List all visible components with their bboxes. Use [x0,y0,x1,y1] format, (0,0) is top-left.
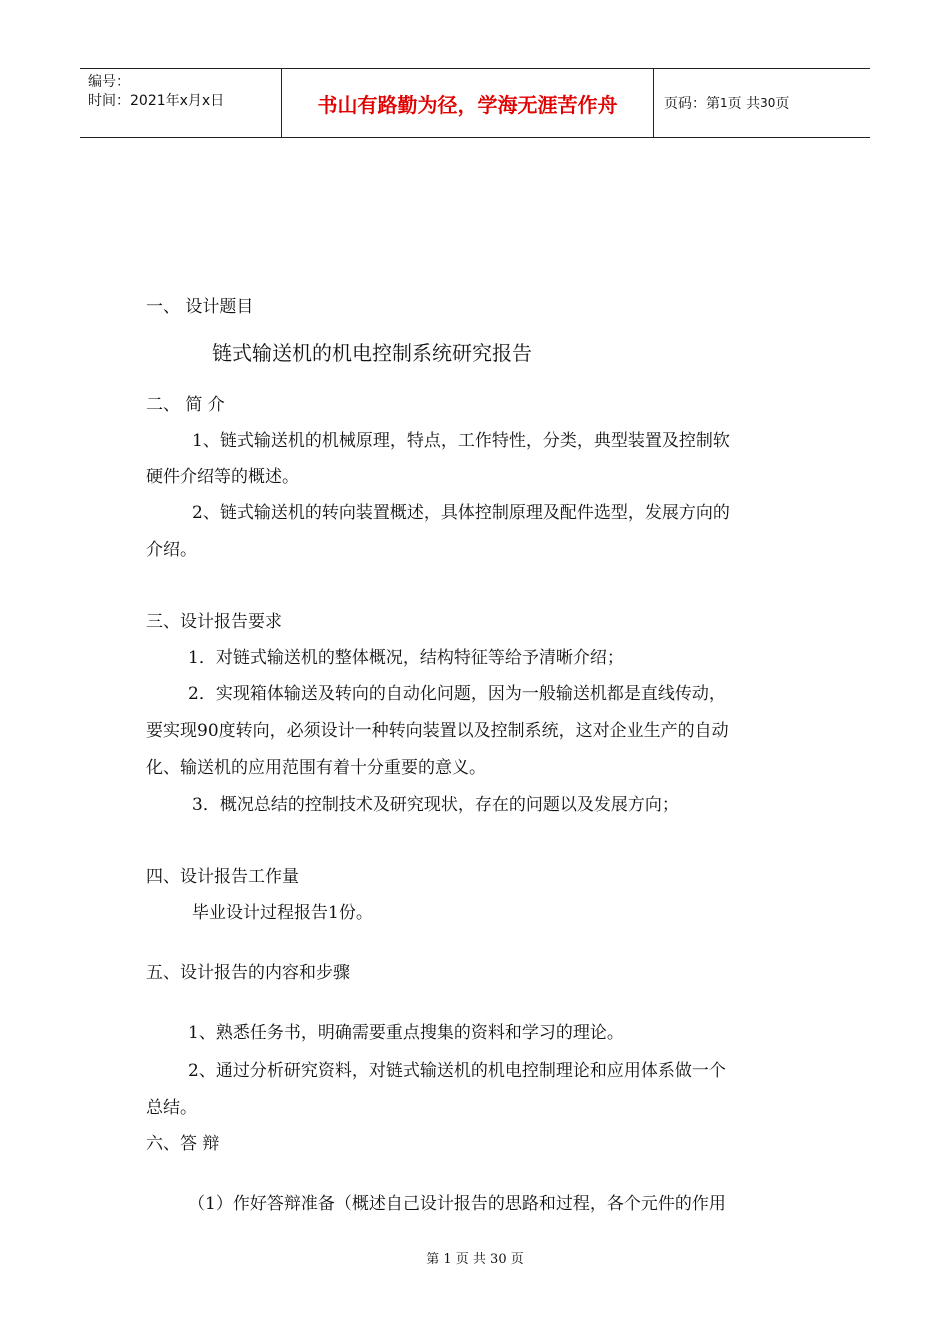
section-3-item1: 1．对链式输送机的整体概况，结构特征等给予清晰介绍； [188,648,624,668]
header-page-info [654,69,870,137]
section-3-item2-line2: 要实现90度转向，必须设计一种转向装置以及控制系统，这对企业生产的自动 [146,721,729,741]
section-3-item2-line3: 化、输送机的应用范围有着十分重要的意义。 [146,758,486,778]
page-footer: 第 1 页 共 30 页 [426,1252,524,1267]
header-table [80,68,870,138]
section-2-p1-line2: 硬件介绍等的概述。 [146,467,299,487]
header-number: 编号： [88,74,130,90]
section-6-item1: （1）作好答辩准备（概述自己设计报告的思路和过程，各个元件的作用 [188,1194,726,1214]
header-motto: 书山有路勤为径，学海无涯苦作舟 [282,69,654,137]
section-4-heading: 四、设计报告工作量 [146,867,299,887]
section-2-p2-line1: 2、链式输送机的转向装置概述，具体控制原理及配件选型，发展方向的 [192,503,730,523]
section-5-heading: 五、设计报告的内容和步骤 [146,963,350,983]
section-6-heading: 六、答 辩 [146,1134,220,1154]
section-4-text: 毕业设计过程报告1份。 [192,903,373,923]
header-meta [80,69,282,137]
section-5-item1: 1、熟悉任务书，明确需要重点搜集的资料和学习的理论。 [188,1023,624,1043]
section-5-item2-line2: 总结。 [146,1098,197,1118]
section-2-heading: 二、 简 介 [146,395,225,415]
section-5-item2-line1: 2、通过分析研究资料，对链式输送机的机电控制理论和应用体系做一个 [188,1061,726,1081]
header-page-label-a: 页码：第 [664,96,720,112]
section-2-p2-line2: 介绍。 [146,540,197,560]
section-1-heading: 一、 设计题目 [146,297,254,317]
header-time: 时间：2021年x月x日 [88,93,225,109]
section-2-p1-line1: 1、链式输送机的机械原理，特点，工作特性，分类，典型装置及控制软 [192,431,730,451]
header-page-num: 1 [720,96,728,110]
header-page-total: 30 [760,96,776,110]
section-3-item2-line1: 2．实现箱体输送及转向的自动化问题，因为一般输送机都是直线传动， [188,684,726,704]
section-1-title: 链式输送机的机电控制系统研究报告 [212,341,532,365]
header-page-label-b: 页 共 [727,96,761,112]
header-page-label-c: 页 [775,96,790,112]
section-3-item3: 3．概况总结的控制技术及研究现状，存在的问题以及发展方向； [192,795,679,815]
section-3-heading: 三、设计报告要求 [146,612,282,632]
